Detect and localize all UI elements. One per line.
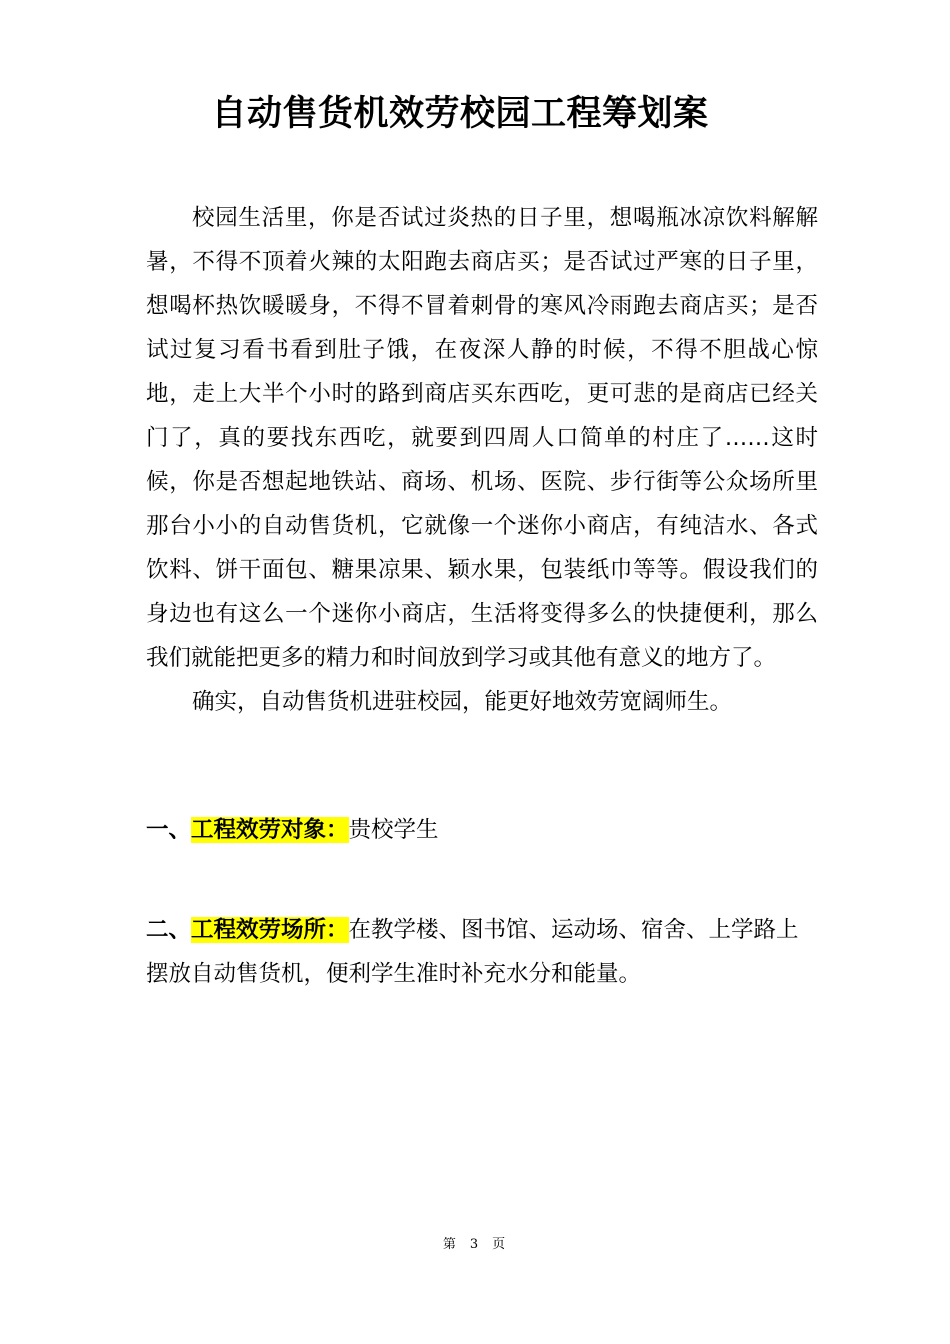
section-content: 在教学楼、图书馆、运动场、宿舍、上学路上摆放自动售货机，便利学生准时补充水分和能量。	[146, 917, 799, 987]
section-service-target	[146, 808, 818, 852]
footer-prefix: 第	[442, 1237, 458, 1252]
section-number: 一、	[146, 817, 192, 843]
page-footer	[0, 1233, 950, 1252]
page-number: 3	[469, 1237, 481, 1252]
footer-suffix: 页	[492, 1237, 508, 1252]
document-body	[146, 196, 818, 724]
section-number: 二、	[146, 917, 192, 943]
section-service-location	[146, 908, 818, 996]
section-label-highlight: 工程效劳场所：	[191, 917, 349, 943]
section-label-highlight: 工程效劳对象：	[191, 817, 349, 843]
section-content: 贵校学生	[348, 817, 439, 843]
page-title: 自动售货机效劳校园工程筹划案	[211, 94, 709, 134]
intro-paragraph: 校园生活里，你是否试过炎热的日子里，想喝瓶冰凉饮料解解暑，不得不顶着火辣的太阳跑去商店买；是否试过严寒的日子里，想喝杯热饮暖暖身，不得不冒着刺骨的寒风冷雨跑去商店买；是否试过复习看书看到肚子饿，在夜深人静的时候，不得不胆战心惊地，走上大半个小时的路到商店买东西吃，更可悲的是商店已经关门了，真的要找东西吃，就要到四周人口简单的村庄了……这时候，你是否想起地铁站、商场、机场、医院、步行街等公众场所里那台小小的自动售货机，它就像一个迷你小商店，有纯洁水、各式饮料、饼干面包、糖果凉果、颖水果，包装纸巾等等。假设我们的身边也有这么一个迷你小商店，生活将变得多么的快捷便利，那么我们就能把更多的精力和时间放到学习或其他有意义的地方了。	[146, 205, 818, 671]
summary-paragraph: 确实，自动售货机进驻校园，能更好地效劳宽阔师生。	[192, 689, 733, 715]
